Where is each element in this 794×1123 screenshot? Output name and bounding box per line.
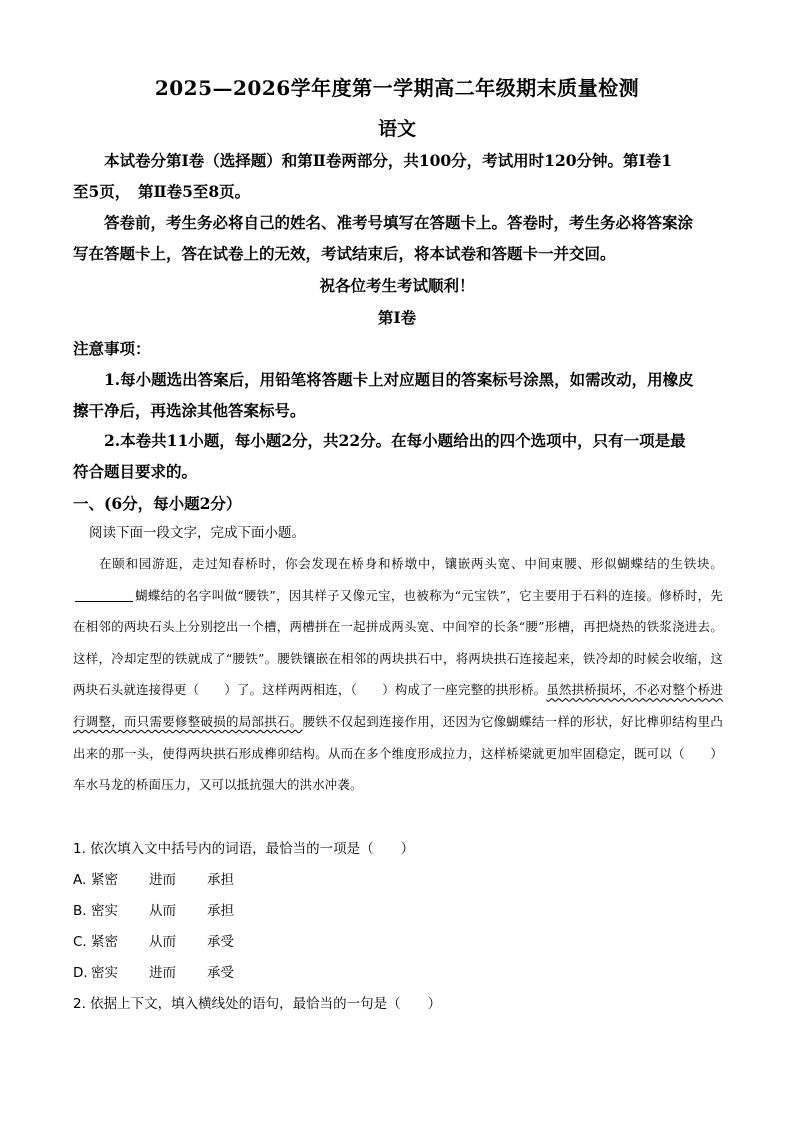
note-line: 1.每小题选出答案后，用铅笔将答题卡上对应题目的答案标号涂黑，如需改动，用橡皮 (104, 370, 694, 389)
note-2 (73, 425, 723, 487)
option-word: 密实 (91, 965, 118, 981)
passage-sentence: 在颐和园游逛，走过知春桥时，你会发现在桥身和桥墩中，镶嵌两头宽、中间束腰、形似蝴蝶结的生铁块。 (99, 556, 723, 571)
question-1-option-a[interactable] (73, 868, 234, 888)
option-letter: A. (73, 872, 87, 888)
exam-title: 2025—2026学年度第一学期高二年级期末质量检测 (154, 76, 640, 100)
question-1-option-b[interactable] (73, 899, 234, 919)
intro-line: 本试卷分第Ⅰ卷（选择题）和第Ⅱ卷两部分，共100分，考试用时120分钟。第Ⅰ卷1 (104, 151, 673, 170)
fill-blank-line (75, 587, 133, 602)
passage-sentence: 蝴蝶结的名字叫做“腰铁”，因其样子又像元宝，也被称为“元宝铁”，它主要用于石料的连接。修桥时，先在相邻的两块石头上分别挖出一个槽，两槽拼在一起拼成两头宽、中间窄的长条“腰”形槽，再把烧热的铁浆浇进去。这样，冷却定型的铁就成了“腰铁”。腰铁镶嵌在相邻的两块拱石中，将两块拱石连接起来，铁冷却的时候会收缩，这两块石头就连接得更（ ）了。这样两两相连，（ ）构成了一座完整的拱形桥。 (73, 587, 723, 698)
option-word: 紧密 (91, 872, 118, 888)
option-word: 进而 (149, 872, 176, 888)
option-word: 从而 (149, 903, 176, 919)
option-word: 承担 (207, 903, 234, 919)
option-word: 承受 (207, 934, 234, 950)
subject-title: 语文 (377, 118, 416, 140)
intro-paragraph-1 (73, 145, 723, 207)
volume-heading: 第Ⅰ卷 (377, 308, 417, 327)
intro-line: 至5页， 第Ⅱ卷5至8页。 (73, 182, 251, 201)
option-letter: D. (73, 965, 88, 981)
reading-instruction: 阅读下面一段文字，完成下面小题。 (89, 525, 305, 541)
section-heading: 一、(6分，每小题2分） (73, 494, 242, 513)
option-word: 承受 (207, 965, 234, 981)
notes-heading: 注意事项： (73, 339, 151, 358)
note-line: 擦干净后，再选涂其他答案标号。 (73, 401, 306, 420)
passage-sentence: 腰铁不仅起到连接作用，还因为它像蝴蝶结一样的形状，好比榫卯结构里凸出来的那一头，使得两块拱石形成榫卯结构。从而在多个维度形成拉力，这样桥梁就更加牢固稳定，既可以（ ）车水马龙的桥面压力，又可以抵抗强大的洪水冲袭。 (73, 713, 723, 793)
intro-line: 答卷前，考生务必将自己的姓名、准考号填写在答题卡上。答卷时，考生务必将答案涂 (104, 213, 694, 232)
note-line: 2.本卷共11小题，每小题2分，共22分。在每小题给出的四个选项中，只有一项是最 (104, 431, 686, 450)
option-word: 从而 (149, 934, 176, 950)
option-word: 承担 (207, 872, 234, 888)
intro-paragraph-2 (73, 207, 723, 269)
option-word: 进而 (149, 965, 176, 981)
intro-line: 写在答题卡上，答在试卷上的无效，考试结束后，将本试卷和答题卡一并交回。 (73, 244, 616, 263)
question-1-option-d[interactable] (73, 961, 234, 981)
good-luck-text: 祝各位考生考试顺利！ (319, 276, 475, 295)
question-1-stem: 1. 依次填入文中括号内的词语，最恰当的一项是（ ） (73, 841, 415, 857)
option-letter: B. (73, 903, 87, 919)
note-line: 符合题目要求的。 (73, 462, 198, 481)
option-word: 紧密 (91, 934, 118, 950)
wavy-underlined-sentence: 虽然拱桥损坏，不必对整个桥进行调整，而只需要修整破损的局部拱石。 (73, 682, 723, 729)
question-2-stem: 2. 依据上下文，填入横线处的语句，最恰当的一句是（ ） (73, 996, 442, 1012)
question-1-option-c[interactable] (73, 930, 234, 950)
option-letter: C. (73, 934, 87, 950)
note-1 (73, 364, 723, 426)
reading-passage (73, 548, 723, 801)
option-word: 密实 (91, 903, 118, 919)
